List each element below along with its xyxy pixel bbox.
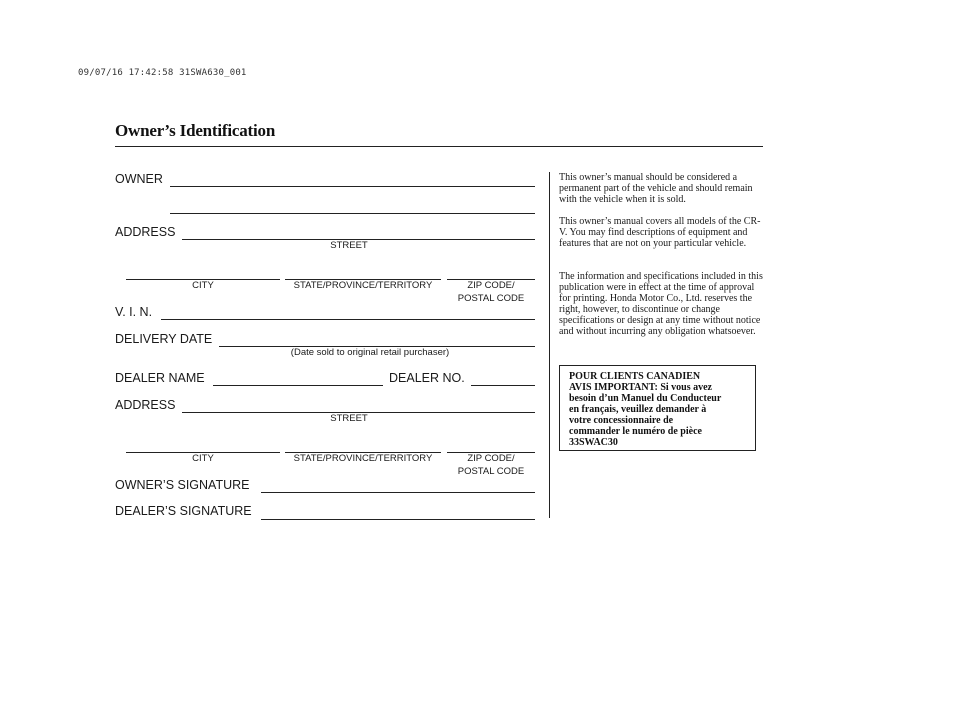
dealer-name-field-line[interactable] (213, 385, 383, 386)
vin-field-line[interactable] (161, 319, 535, 320)
owner-signature-label: OWNER’S SIGNATURE (115, 478, 250, 492)
owner-zip-caption: ZIP CODE/ (467, 280, 515, 291)
dealer-state-caption: STATE/PROVINCE/TERRITORY (293, 453, 433, 464)
dealer-street-caption: STREET (330, 413, 368, 424)
owner-label: OWNER (115, 172, 163, 186)
canadian-notice-line: en français, veuillez demander à (569, 404, 707, 415)
canadian-notice-box (559, 365, 756, 451)
dealer-number-label: DEALER NO. (389, 371, 465, 385)
owner-postal-caption: POSTAL CODE (457, 293, 525, 304)
dealer-number-field-line[interactable] (471, 385, 535, 386)
dealer-address-label: ADDRESS (115, 398, 176, 412)
note-models-covered: This owner’s manual covers all models of the CR-V. You may find descriptions of equipment and features that are not on your particular vehicle. (559, 216, 761, 249)
canadian-notice-line: besoin d’un Manuel du Conducteur (569, 393, 722, 404)
dealer-signature-field-line[interactable] (261, 519, 535, 520)
owner-address-label: ADDRESS (115, 225, 176, 239)
print-timestamp: 09/07/16 17:42:58 31SWA630_001 (78, 68, 247, 78)
owner-field-line[interactable] (170, 186, 535, 187)
owner-field-line-2[interactable] (170, 213, 535, 214)
canadian-notice-part-number: 33SWAC30 (569, 437, 618, 448)
owner-state-caption: STATE/PROVINCE/TERRITORY (293, 280, 433, 291)
owner-city-caption: CITY (192, 280, 214, 291)
vin-label: V. I. N. (115, 305, 153, 319)
note-permanent-part: This owner’s manual should be considered a permanent part of the vehicle and should remain with the vehicle when it is sold. (559, 172, 753, 205)
canadian-notice-line: POUR CLIENTS CANADIEN (569, 371, 701, 382)
note-specifications: The information and specifications included in this publication were in effect at the time of approval for printing. Honda Motor Co., Ltd. reserves the right, however, to discontinue or change specifications or design at any time without notice and without incurring any obligation whatsoever. (559, 271, 763, 337)
owner-signature-field-line[interactable] (261, 492, 535, 493)
dealer-postal-caption: POSTAL CODE (457, 466, 525, 477)
page-title: Owner’s Identification (115, 121, 276, 140)
canadian-notice-line: AVIS IMPORTANT: Si vous avez (569, 382, 712, 393)
delivery-date-caption: (Date sold to original retail purchaser) (290, 347, 450, 358)
dealer-zip-caption: ZIP CODE/ (467, 453, 515, 464)
title-underline (115, 146, 763, 147)
dealer-name-label: DEALER NAME (115, 371, 205, 385)
delivery-date-label: DELIVERY DATE (115, 332, 213, 346)
dealer-city-caption: CITY (192, 453, 214, 464)
canadian-notice-line: votre concessionnaire de (569, 415, 674, 426)
canadian-notice-line: commander le numéro de pièce (569, 426, 702, 437)
dealer-signature-label: DEALER’S SIGNATURE (115, 504, 252, 518)
owner-street-caption: STREET (330, 240, 368, 251)
column-divider (549, 172, 550, 518)
